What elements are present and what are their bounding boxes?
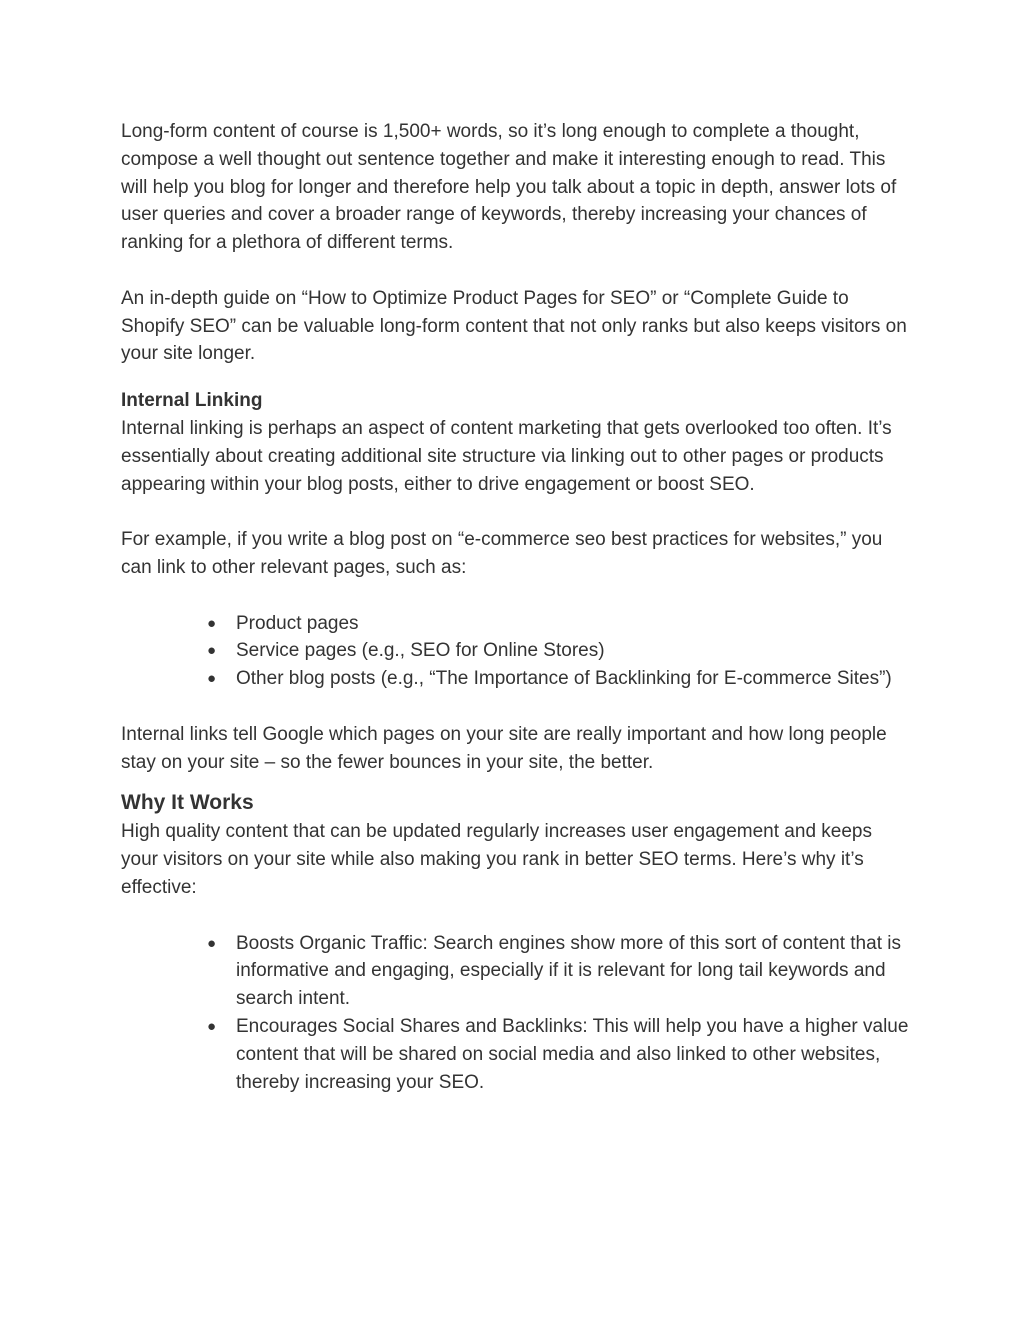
list-item-text: Service pages (e.g., SEO for Online Stores) xyxy=(236,640,605,662)
paragraph-internal-links-google: Internal links tell Google which pages on your site are really important and how long people stay on your site – so the fewer bounces in your site, the better. xyxy=(121,723,887,773)
heading-internal-linking: Internal Linking xyxy=(121,390,263,412)
list-item-text: Other blog posts (e.g., “The Importance of Backlinking for E-commerce Sites”) xyxy=(236,668,892,690)
list-effectiveness xyxy=(121,930,911,1097)
list-item-text: Product pages xyxy=(236,612,359,634)
bullet-icon: ● xyxy=(207,642,217,660)
bullet-icon: ● xyxy=(207,614,217,632)
paragraph-example: For example, if you write a blog post on “e-commerce seo best practices for websites,” you can link to other relevant pages, such as: xyxy=(121,529,883,578)
paragraph-in-depth-guide: An in-depth guide on “How to Optimize Product Pages for SEO” or “Complete Guide to Shopify SEO” can be valuable long-form content that not only ranks but also keeps visitors on your site longer. xyxy=(121,287,907,365)
list-item-text: Boosts Organic Traffic: Search engines show more of this sort of content that is informative and engaging, especially if it is relevant for long tail keywords and search intent. xyxy=(236,932,901,1010)
paragraph-why-it-works: High quality content that can be updated regularly increases user engagement and keeps your visitors on your site while also making you rank in better SEO terms. Here’s why it’s effective: xyxy=(121,821,872,898)
bullet-icon: ● xyxy=(207,670,217,688)
list-item xyxy=(121,610,911,638)
paragraph-internal-linking: Internal linking is perhaps an aspect of content marketing that gets overlooked too often. It’s essentially about creating additional site structure via linking out to other pages or products appearing within your blog posts, either to drive engagement or boost SEO. xyxy=(121,417,892,495)
paragraph-long-form: Long-form content of course is 1,500+ words, so it’s long enough to complete a thought, compose a well thought out sentence together and make it interesting enough to read. This will help you blog for longer and therefore help you talk about a topic in depth, answer lots of user queries and cover a broader range of keywords, thereby increasing your chances of ranking for a plethora of different terms. xyxy=(121,121,897,254)
list-item xyxy=(121,1013,911,1096)
list-relevant-pages xyxy=(121,610,911,693)
heading-why-it-works: Why It Works xyxy=(121,791,254,815)
bullet-icon: ● xyxy=(207,934,217,952)
list-item xyxy=(121,930,911,1013)
list-item xyxy=(121,637,911,665)
list-item xyxy=(121,665,911,693)
document-page xyxy=(121,118,911,1096)
bullet-icon: ● xyxy=(207,1017,217,1035)
list-item-text: Encourages Social Shares and Backlinks: This will help you have a higher value content that will be shared on social media and also linked to other websites, thereby increasing your SEO. xyxy=(236,1015,909,1093)
